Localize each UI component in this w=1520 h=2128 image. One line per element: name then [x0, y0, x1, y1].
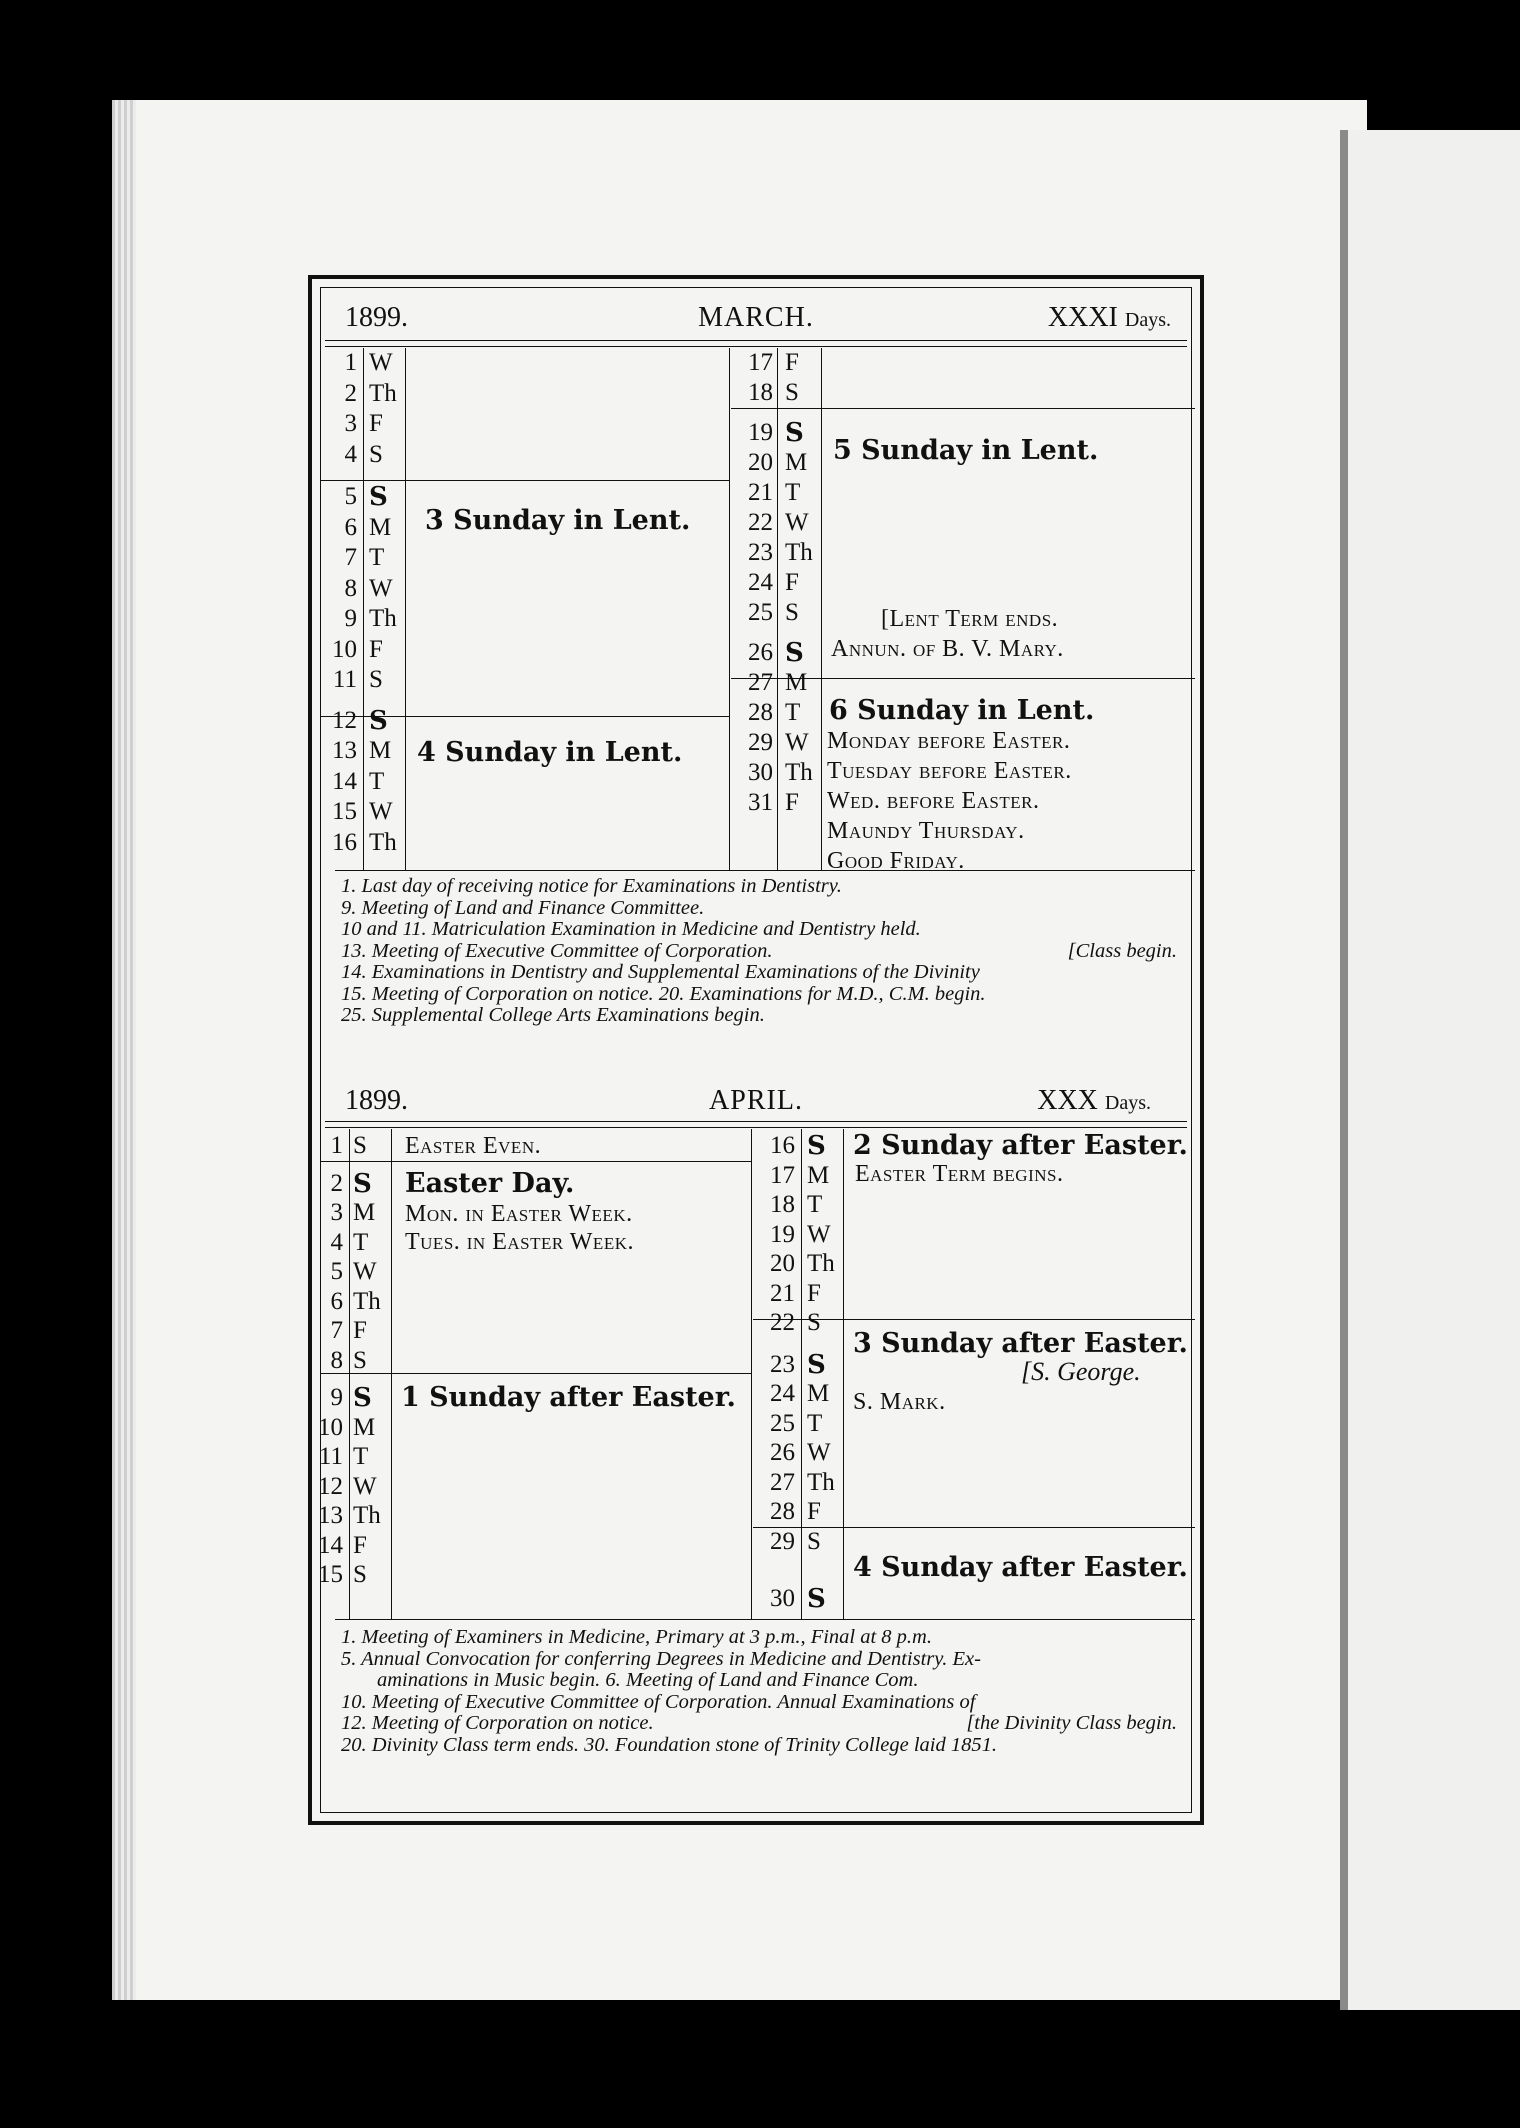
april-note-2: Easter Day. — [405, 1168, 575, 1199]
april-day-count — [1037, 1085, 1151, 1117]
april-day-of-week: F — [807, 1498, 821, 1525]
march-day-number: 6 — [344, 513, 357, 541]
march-day-of-week: Th — [785, 539, 813, 566]
march-left-dow-divider — [405, 348, 406, 870]
april-day-number: 10 — [318, 1413, 343, 1441]
march-header — [321, 300, 1191, 340]
april-day-number: 24 — [770, 1380, 795, 1407]
april-footnote: aminations in Music begin. 6. Meeting of Land and Finance Com. — [377, 1669, 919, 1691]
page-gutter — [112, 100, 136, 2000]
march-right-num-divider — [777, 348, 778, 870]
march-day-of-week: W — [369, 574, 393, 602]
april-day-number: 19 — [770, 1220, 795, 1248]
april-day-of-week: S — [807, 1131, 826, 1161]
march-footnote: 25. Supplemental College Arts Examinations begin. — [341, 1004, 765, 1026]
march-day-number: 31 — [748, 789, 773, 816]
march-day-of-week: S — [785, 599, 799, 626]
april-note-23: 3 Sunday after Easter. — [853, 1328, 1188, 1359]
april-note-16: 2 Sunday after Easter. — [853, 1130, 1188, 1161]
march-day-number: 9 — [344, 605, 357, 632]
april-right-num-divider — [801, 1129, 802, 1619]
april-note-17: Easter Term begins. — [855, 1161, 1064, 1187]
april-day-count-label: Days. — [1104, 1092, 1151, 1114]
march-day-number: 24 — [748, 569, 773, 596]
march-week-rule — [321, 480, 729, 481]
march-title: MARCH. — [698, 302, 814, 333]
march-day-of-week: M — [369, 737, 392, 764]
april-day-of-week: S — [807, 1527, 821, 1555]
march-day-of-week: W — [785, 729, 809, 756]
april-day-of-week: T — [807, 1191, 823, 1218]
april-footnote: 12. Meeting of Corporation on notice. — [341, 1712, 654, 1734]
april-day-of-week: S — [353, 1383, 372, 1413]
april-day-number: 21 — [770, 1279, 795, 1307]
book-spine — [1340, 130, 1348, 2010]
april-day-of-week: S — [353, 1168, 372, 1199]
april-footnote-rule — [335, 1619, 1195, 1620]
april-day-number: 5 — [330, 1258, 343, 1285]
march-day-of-week: T — [785, 479, 801, 506]
april-day-of-week: S — [353, 1132, 367, 1159]
march-day-of-week: S — [785, 418, 804, 448]
april-day-number: 13 — [318, 1502, 343, 1529]
april-right-dow-divider — [843, 1129, 844, 1619]
march-day-number: 29 — [748, 729, 773, 756]
april-note-24: [S. George. — [1021, 1357, 1141, 1386]
march-day-of-week: T — [369, 767, 385, 795]
march-day-of-week: Th — [369, 379, 397, 407]
march-day-of-week: T — [785, 699, 801, 726]
april-day-number: 20 — [770, 1250, 795, 1277]
march-day-of-week: S — [369, 482, 388, 512]
march-day-number: 7 — [344, 544, 357, 571]
april-day-of-week: T — [353, 1443, 369, 1470]
april-day-of-week: W — [353, 1258, 377, 1285]
march-footnote: 1. Last day of receiving notice for Examinations in Dentistry. — [341, 875, 842, 897]
april-footnotes — [341, 1627, 1177, 1756]
april-day-of-week: M — [353, 1413, 376, 1441]
march-footnotes — [341, 876, 1177, 1027]
april-footnote-continuation: [the Divinity Class begin. — [966, 1712, 1177, 1734]
april-left-num-divider — [349, 1129, 350, 1619]
march-day-number: 28 — [748, 699, 773, 726]
april-footnote: 5. Annual Convocation for conferring Degrees in Medicine and Dentistry. Ex- — [341, 1647, 981, 1670]
april-day-of-week: F — [353, 1531, 367, 1559]
march-note-28: Tuesday before Easter. — [827, 758, 1072, 784]
april-note-4: Tues. in Easter Week. — [405, 1229, 634, 1255]
april-day-of-week: T — [807, 1409, 823, 1437]
april-day-of-week: W — [807, 1220, 831, 1248]
march-footnote-continuation: [Class begin. — [1067, 939, 1177, 962]
march-day-number: 25 — [748, 599, 773, 626]
april-day-of-week: F — [353, 1317, 367, 1344]
april-day-number: 30 — [770, 1585, 795, 1612]
march-day-of-week: Th — [369, 605, 397, 632]
march-day-of-week: W — [369, 349, 393, 376]
april-day-number: 7 — [330, 1317, 343, 1344]
april-day-count-number: XXX — [1037, 1085, 1098, 1116]
march-day-count-number: XXXI — [1047, 302, 1118, 333]
april-day-of-week: Th — [353, 1502, 381, 1529]
april-year: 1899. — [345, 1085, 408, 1116]
march-day-of-week: F — [785, 349, 799, 376]
april-week-rule — [321, 1161, 751, 1162]
march-left-num-divider — [363, 348, 364, 870]
march-footnote: 10 and 11. Matriculation Examination in Medicine and Dentistry held. — [341, 918, 921, 940]
march-day-of-week: S — [369, 705, 388, 736]
april-day-number: 2 — [330, 1169, 343, 1197]
april-day-number: 23 — [770, 1350, 795, 1378]
april-day-of-week: S — [807, 1309, 821, 1336]
april-day-of-week: Th — [807, 1250, 835, 1277]
calendar-inner-border — [320, 287, 1192, 1813]
march-day-count — [1048, 302, 1171, 334]
march-day-number: 5 — [344, 483, 357, 510]
calendar-frame — [308, 275, 1204, 1825]
march-note-24: [Lent Term ends. — [881, 606, 1059, 632]
march-day-number: 8 — [344, 574, 357, 602]
march-note-31: Good Friday. — [827, 848, 965, 874]
april-left-dow-divider — [391, 1129, 392, 1619]
april-header-rule — [325, 1121, 1187, 1128]
april-day-number: 1 — [330, 1132, 343, 1159]
march-day-of-week: S — [369, 666, 383, 693]
april-day-number: 16 — [770, 1132, 795, 1159]
march-day-of-week: S — [785, 379, 799, 406]
march-note-12: 4 Sunday in Lent. — [417, 737, 683, 768]
march-day-of-week: M — [785, 449, 808, 476]
march-section — [321, 288, 1191, 1088]
april-day-number: 4 — [330, 1228, 343, 1256]
march-day-of-week: W — [785, 509, 809, 536]
march-day-count-label: Days. — [1124, 309, 1171, 331]
march-day-of-week: Th — [369, 828, 397, 856]
march-footnote-rule — [335, 870, 1195, 871]
april-note-1: Easter Even. — [405, 1133, 542, 1159]
march-day-number: 13 — [332, 737, 357, 764]
april-footnote: 10. Meeting of Executive Committee of Corporation. Annual Examinations of — [341, 1690, 976, 1713]
march-day-number: 27 — [748, 669, 773, 696]
march-day-of-week: F — [785, 569, 799, 596]
april-day-number: 27 — [770, 1468, 795, 1496]
march-footnote: 14. Examinations in Dentistry and Supplemental Examinations of the Divinity — [341, 961, 980, 983]
march-day-number: 12 — [332, 706, 357, 734]
march-day-number: 19 — [748, 419, 773, 446]
april-note-30: 4 Sunday after Easter. — [853, 1552, 1188, 1583]
april-day-of-week: Th — [807, 1468, 835, 1496]
march-day-number: 4 — [344, 440, 357, 468]
april-section — [318, 1083, 1191, 1823]
april-note-25: S. Mark. — [853, 1389, 946, 1415]
april-day-number: 17 — [770, 1161, 795, 1189]
april-day-of-week: T — [353, 1228, 369, 1256]
april-day-of-week: M — [807, 1161, 830, 1189]
march-right-dow-divider — [821, 348, 822, 870]
march-day-number: 17 — [748, 349, 773, 376]
march-week-rule — [731, 408, 1195, 409]
april-day-number: 14 — [318, 1531, 343, 1559]
march-day-number: 11 — [332, 666, 357, 693]
march-day-number: 10 — [332, 635, 357, 663]
march-day-number: 30 — [748, 759, 773, 786]
march-footnote: 13. Meeting of Executive Committee of Corporation. — [341, 939, 773, 962]
april-footnote: 20. Divinity Class term ends. 30. Foundation stone of Trinity College laid 1851. — [341, 1733, 997, 1756]
march-day-number: 14 — [332, 767, 357, 795]
april-footnote-row — [341, 1713, 1177, 1735]
april-footnote: 1. Meeting of Examiners in Medicine, Primary at 3 p.m., Final at 8 p.m. — [341, 1626, 932, 1648]
april-header — [321, 1083, 1191, 1123]
april-day-number: 11 — [318, 1443, 343, 1470]
facing-page — [1340, 130, 1520, 2010]
march-day-of-week: S — [785, 638, 804, 668]
april-day-number: 18 — [770, 1191, 795, 1218]
march-day-number: 26 — [748, 639, 773, 666]
april-day-number: 15 — [318, 1561, 343, 1588]
april-day-number: 6 — [330, 1287, 343, 1315]
march-note-19: 5 Sunday in Lent. — [833, 435, 1099, 466]
april-day-of-week: Th — [353, 1287, 381, 1315]
march-note-29: Wed. before Easter. — [827, 788, 1040, 814]
march-note-5: 3 Sunday in Lent. — [425, 505, 691, 536]
april-week-rule — [321, 1373, 751, 1374]
march-note-25: Annun. of B. V. Mary. — [831, 636, 1064, 662]
april-day-number: 26 — [770, 1439, 795, 1466]
march-day-number: 22 — [748, 509, 773, 536]
april-day-of-week: W — [807, 1439, 831, 1466]
april-note-3: Mon. in Easter Week. — [405, 1201, 633, 1227]
april-day-number: 12 — [318, 1472, 343, 1500]
april-note-9: 1 Sunday after Easter. — [401, 1382, 736, 1413]
march-day-number: 20 — [748, 449, 773, 476]
march-day-number: 21 — [748, 479, 773, 506]
april-day-of-week: F — [807, 1279, 821, 1307]
march-footnote: 15. Meeting of Corporation on notice. 20. Examinations for M.D., C.M. begin. — [341, 982, 986, 1005]
march-day-of-week: S — [369, 440, 383, 468]
march-day-of-week: M — [785, 669, 808, 696]
april-day-of-week: W — [353, 1472, 377, 1500]
march-day-of-week: M — [369, 513, 392, 541]
march-day-number: 1 — [344, 349, 357, 376]
march-day-of-week: W — [369, 798, 393, 825]
march-day-of-week: F — [369, 635, 383, 663]
march-footnote-row — [341, 941, 1177, 963]
april-day-number: 25 — [770, 1409, 795, 1437]
april-day-of-week: S — [807, 1349, 826, 1380]
april-day-number: 3 — [330, 1199, 343, 1226]
april-day-number: 8 — [330, 1346, 343, 1374]
april-day-of-week: M — [807, 1380, 830, 1407]
march-day-number: 3 — [344, 410, 357, 437]
march-day-of-week: T — [369, 544, 385, 571]
march-day-number: 2 — [344, 379, 357, 407]
march-day-number: 23 — [748, 539, 773, 566]
april-day-number: 28 — [770, 1498, 795, 1525]
march-note-30: Maundy Thursday. — [827, 818, 1025, 844]
march-day-number: 16 — [332, 828, 357, 856]
march-day-of-week: F — [369, 410, 383, 437]
march-footnote: 9. Meeting of Land and Finance Committee. — [341, 896, 705, 919]
april-title: APRIL. — [709, 1085, 803, 1116]
march-day-of-week: Th — [785, 759, 813, 786]
march-year: 1899. — [345, 302, 408, 333]
april-day-number: 9 — [330, 1384, 343, 1411]
april-day-number: 22 — [770, 1309, 795, 1336]
march-note-27: Monday before Easter. — [827, 728, 1071, 754]
april-day-of-week: S — [353, 1346, 367, 1374]
march-day-of-week: F — [785, 789, 799, 816]
march-day-number: 15 — [332, 798, 357, 825]
march-day-number: 18 — [748, 379, 773, 406]
april-day-number: 29 — [770, 1527, 795, 1555]
april-day-of-week: S — [353, 1561, 367, 1588]
march-note-26: 6 Sunday in Lent. — [829, 695, 1095, 726]
april-day-of-week: S — [807, 1584, 826, 1614]
april-day-of-week: M — [353, 1199, 376, 1226]
march-header-rule — [325, 340, 1187, 347]
